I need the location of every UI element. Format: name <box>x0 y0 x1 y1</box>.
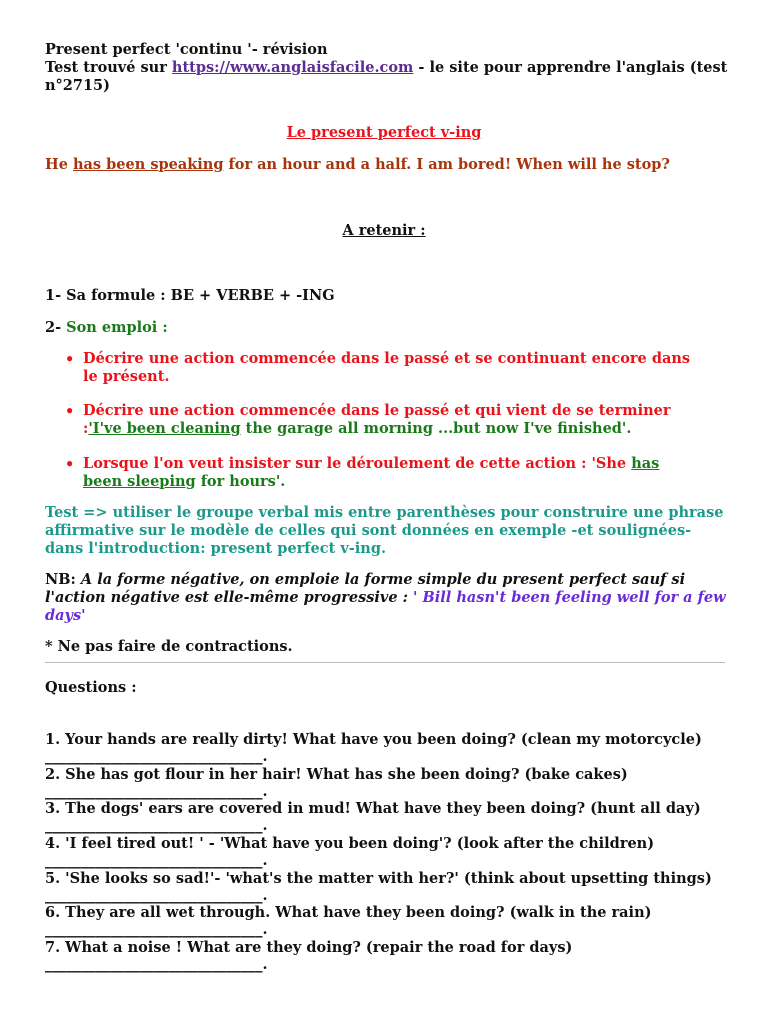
question-item: 4. 'I feel tired out! ' - 'What have you been doing'? (look after the children) ______________________________. <box>45 835 735 869</box>
divider <box>45 662 725 663</box>
answer-blank[interactable]: ______________________________. <box>45 817 268 834</box>
section-heading: Le present perfect v-ing <box>286 124 482 141</box>
question-item: 7. What a noise ! What are they doing? (repair the road for days) ______________________________. <box>45 939 735 973</box>
contractions-note: * Ne pas faire de contractions. <box>45 638 293 655</box>
source-link[interactable]: https://www.anglaisfacile.com <box>171 59 414 76</box>
answer-blank[interactable]: ______________________________. <box>45 783 268 800</box>
answer-blank[interactable]: ______________________________. <box>45 748 268 765</box>
answer-blank[interactable]: ______________________________. <box>45 852 268 869</box>
example-sentence: He has been speaking for an hour and a half. I am bored! When will he stop? <box>45 156 670 173</box>
nb-note: NB: A la forme négative, on emploie la forme simple du present perfect sauf si l'action négative est elle-même progressive : ' Bill hasn't been feeling well for a few days' <box>45 571 726 624</box>
questions-heading: Questions : <box>45 679 137 696</box>
answer-blank[interactable]: ______________________________. <box>45 887 268 904</box>
test-instructions: Test => utiliser le groupe verbal mis entre parenthèses pour construire une phrase affirmative sur le modèle de celles qui sont données en exemple -et soulignées- dans l'introduction: present perfect v-ing. <box>45 504 724 557</box>
document-page: Present perfect 'continu '- révision Test trouvé sur https://www.anglaisfacile.com - le site pour apprendre l'anglais (test n°2715) Le present perfect v-ing He has been speaking for an hour and a half. I am bored! When will he stop? A retenir : 1- Sa formule : BE + VERBE + -ING 2- Son emploi : • Décrire une action commencée dans le passé et se continuant encore dans le présent. • Décrire une action commencée dans le passé et qui vient de se terminer :'I've been cleaning the garage all morning ...but now I've finished'. • Lorsque l'on veut insister sur le déroulement de cette action : 'She has been sleeping for hours'. Test => utiliser le groupe verbal mis entre parenthèses pour construire une phrase affirmative sur le modèle de celles qui sont données en exemple -et soulignées- dans l'introduction: present perfect v-ing. NB: A la forme négative, on emploie la forme simple du present perfect sauf si l'action négative est elle-même progressive : ' Bill hasn't been feeling well for a few days' * Ne pas faire de contractions. Questions : 1. Your hands are really dirty! What have you been doing? (clean my motorcycle) ______________________________. 2. She has got flour in her hair! What has she been doing? (bake cakes) ______________________________. 3. The dogs' ears are covered in mud! What have they been doing? (hunt all day) ______________________________. 4. 'I feel tired out! ' - 'What have you been doing'? (look after the children) ______________________________. 5. 'She looks so sad!'- 'what's the matter with her?' (think about upsetting things) ______________________________. 6. They are all wet through. What have they been doing? (walk in the rain) ______________________________. 7. What a noise ! What are they doing? (repair the road for days) ______________________________. <box>0 0 768 1024</box>
question-item: 3. The dogs' ears are covered in mud! What have they been doing? (hunt all day) ______________________________. <box>45 800 735 834</box>
doc-title: Present perfect 'continu '- révision <box>45 41 328 58</box>
question-item: 6. They are all wet through. What have they been doing? (walk in the rain) ______________________________. <box>45 904 735 938</box>
question-item: 5. 'She looks so sad!'- 'what's the matter with her?' (think about upsetting things) ______________________________. <box>45 870 735 904</box>
answer-blank[interactable]: ______________________________. <box>45 956 268 973</box>
question-item: 1. Your hands are really dirty! What have you been doing? (clean my motorcycle) ______________________________. <box>45 731 735 765</box>
source-line: Test trouvé sur https://www.anglaisfacile.com - le site pour apprendre l'anglais (test n°2715) <box>45 59 728 94</box>
usage-heading: 2- Son emploi : <box>45 319 168 336</box>
question-item: 2. She has got flour in her hair! What has she been doing? (bake cakes) ______________________________. <box>45 766 735 800</box>
formula-line: 1- Sa formule : BE + VERBE + -ING <box>45 287 335 304</box>
answer-blank[interactable]: ______________________________. <box>45 921 268 938</box>
header-block <box>45 41 730 95</box>
a-retenir-heading: A retenir : <box>342 222 426 239</box>
